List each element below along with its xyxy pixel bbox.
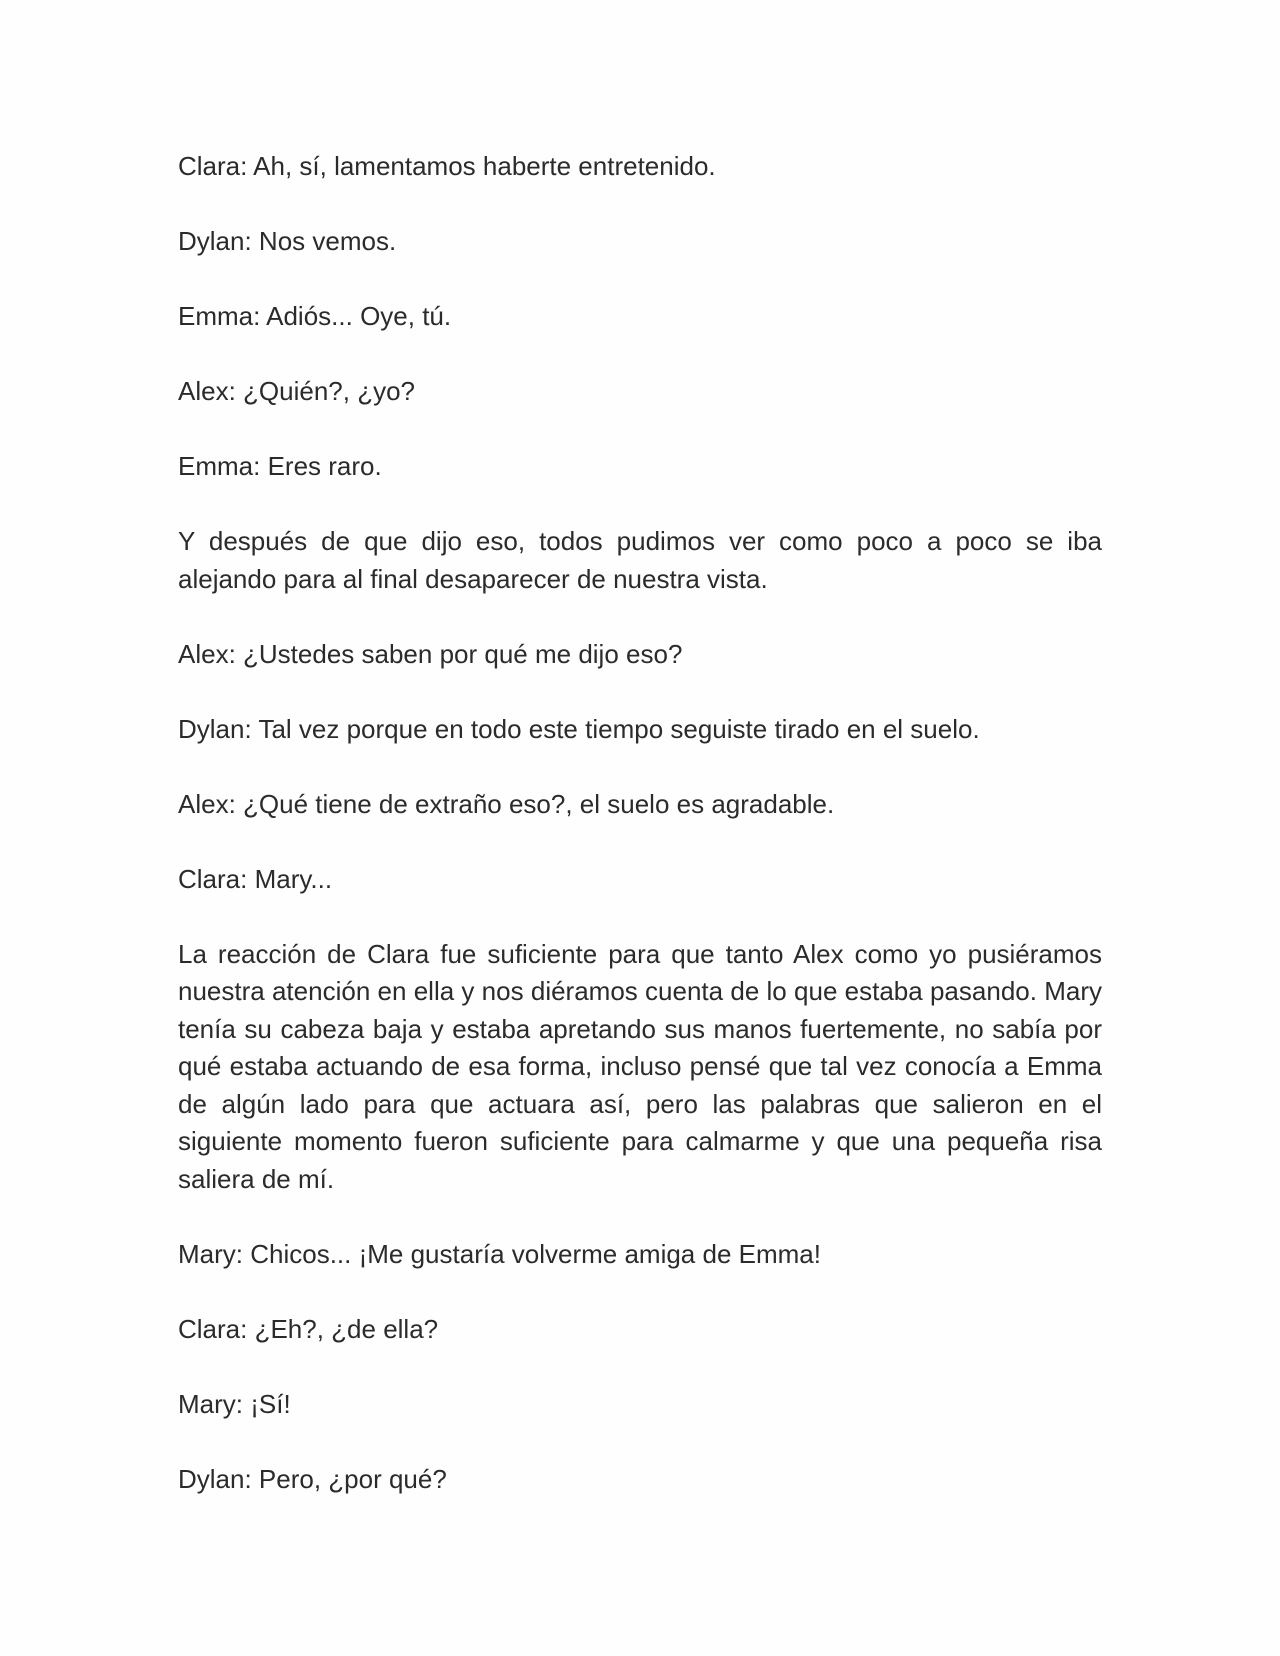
dialogue-line-alex: Alex: ¿Ustedes saben por qué me dijo eso? [178,638,683,669]
document-body [178,148,1102,1536]
dialogue-line-emma: Emma: Eres raro. [178,451,382,481]
dialogue-line-clara: Clara: Ah, sí, lamentamos haberte entretenido. [178,151,716,181]
dialogue-line-dylan: Dylan: Tal vez porque en todo este tiempo seguiste tirado en el suelo. [178,713,980,744]
dialogue-line-mary: Mary: Chicos... ¡Me gustaría volverme amiga de Emma! [178,1238,821,1269]
dialogue-line-mary: Mary: ¡Sí! [178,1388,291,1419]
dialogue-line-dylan: Dylan: Pero, ¿por qué? [178,1463,447,1494]
narration-paragraph: Y después de que dijo eso, todos pudimos ver como poco a poco se iba alejando para al final desaparecer de nuestra vista. [178,526,1102,594]
narration-paragraph: La reacción de Clara fue suficiente para que tanto Alex como yo pusiéramos nuestra atención en ella y nos diéramos cuenta de lo que estaba pasando. Mary tenía su cabeza baja y estaba apretando sus manos fuertemente, no sabía por qué estaba actuando de esa forma, incluso pensé que tal vez conocía a Emma de algún lado para que actuara así, pero las palabras que salieron en el siguiente momento fueron suficiente para calmarme y que una pequeña risa saliera de mí. [178,938,1102,1194]
dialogue-line-dylan: Dylan: Nos vemos. [178,226,397,256]
dialogue-line-alex: Alex: ¿Quién?, ¿yo? [178,376,415,406]
dialogue-line-clara: Clara: ¿Eh?, ¿de ella? [178,1313,439,1344]
dialogue-line-emma: Emma: Adiós... Oye, tú. [178,301,452,331]
dialogue-line-alex: Alex: ¿Qué tiene de extraño eso?, el suelo es agradable. [178,788,835,819]
dialogue-line-clara: Clara: Mary... [178,863,333,894]
